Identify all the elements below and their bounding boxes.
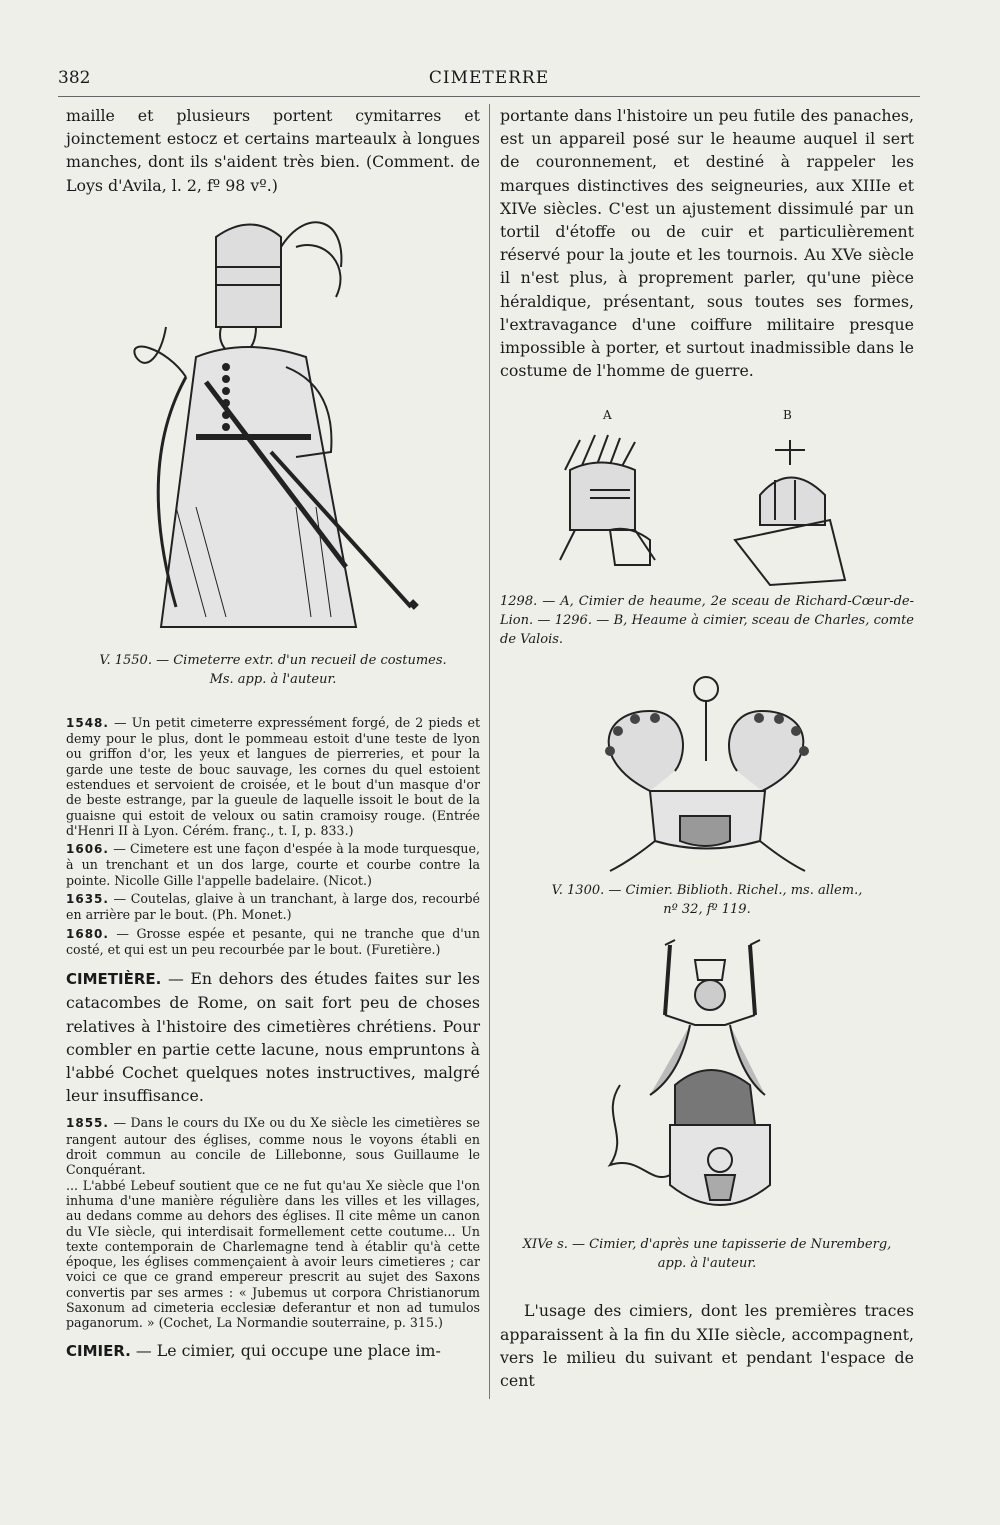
page-header — [58, 68, 920, 92]
figure3-caption-text2: nº 32, fº 119. — [663, 902, 751, 918]
intro-paragraph: maille et plusieurs portent cymitarres et joinctement estocz et certains marteaulx à longues manches, dont ils s'aident très bien. (Comment. de Loys d'Avila, l. 2, fº 98 vº.) — [66, 106, 480, 195]
cimetiere-paragraph — [66, 967, 480, 1107]
entry-year: 1680. — [66, 926, 109, 941]
right-column — [500, 104, 914, 1392]
figure2-labels — [500, 408, 914, 430]
entry-year: 1635. — [66, 892, 109, 907]
figure3-caption-text1: V. 1300. — Cimier. Biblioth. Richel., ms. allem., — [551, 883, 863, 899]
entry-1855-continuation: ... L'abbé Lebeuf soutient que ce ne fut qu'au Xe siècle que l'on inhuma d'une manière régulière dans les villes et les villages, au dedans comme au dehors des églises. Il cite même un canon du VIe siècle, qui interdisait formellement cette coutume... Un texte contemporain de Charlemagne tend à établir qu'à cette époque, les églises commençaient à avoir leurs cimetieres ; car voici ce que ce grand empereur prescrit au sujet des Saxons convertis par ses armes : « Jubemus ut corpora Christianorum Saxonum ad cimeteria ecclesiæ deferantur et non ad tumulos paganorum. » (Cochet, La Normandie souterraine, p. 315.) — [66, 1177, 480, 1331]
figure-label-a: A — [603, 408, 612, 423]
figure1-caption-line1 — [66, 651, 480, 670]
cimier-paragraph-1: portante dans l'histoire un peu futile des panaches, est un appareil posé sur le heaume auquel il sert de couronnement, et destiné à rappeler les marques distinctives des seigneuries, aux XIIIe et XIVe siècles. C'est un ajustement dissimulé par un tortil d'étoffe ou de cuir et particulièrement réservé pour la joute et les tournois. Au XVe siècle il n'est plus, à proprement parler, qu'une pièce héraldique, présentant, sous toutes ses formes, l'extravagance d'une coiffure militaire presque impossible à porter, et surtout inadmissible dans le costume de l'homme de guerre. — [500, 106, 914, 381]
figure3-caption-line2 — [500, 900, 914, 919]
entry-year: 1606. — [66, 842, 109, 857]
figure1-caption-text2: Ms. app. à l'auteur. — [209, 671, 337, 687]
figure4-caption-text1: XIVe s. — Cimier, d'après une tapisserie de Nuremberg, — [522, 1237, 892, 1253]
figure-peacock-crest — [500, 671, 914, 881]
figure3-caption-line1 — [500, 881, 914, 900]
figure-helmets — [500, 430, 914, 590]
entry-text: — Dans le cours du IXe ou du Xe siècle les cimetières se rangent autour des églises, comme nous le voyons établi en droit commun au concile de Lillebonne, sous Guillaume le Conquérant. — [66, 1115, 480, 1178]
figure4-caption-text2: app. à l'auteur. — [657, 1256, 757, 1272]
entry-text: — Coutelas, glaive à un tranchant, à large dos, recourbé en arrière par le bout. (Ph. Monet.) — [66, 891, 480, 923]
entry-1680 — [66, 926, 480, 958]
headword-cimier: CIMIER. — [66, 1341, 131, 1360]
entry-text: — Grosse espée et pesante, qui ne tranche que d'un costé, et qui est un peu recourbée par le bout. (Furetière.) — [66, 925, 480, 957]
cimier-text: — Le cimier, qui occupe une place im- — [135, 1340, 441, 1360]
cimetiere-text: — En dehors des études faites sur les catacombes de Rome, on sait fort peu de choses relatives à l'histoire des cimetières chrétiens. Pour combler en partie cette lacune, nous empruntons à l'abbé Cochet quelques notes instructives, malgré leur insuffisance. — [66, 969, 481, 1106]
entry-1635 — [66, 891, 480, 923]
entry-text: — Un petit cimeterre expressément forgé, de 2 pieds et demy pour le plus, dont le pommeau estoit d'une teste de lyon ou griffon d'or, les yeux et langues de pierreries, et pour la garde une teste de bouc sauvage, les cornes du quel estoient estendues et servoient de croisée, et le bout d'un masque d'or de beste estrange, par la gueule de laquelle issoit le bout de la guaisne qui estoit de veloux ou satin cramoisy rouge. (Entrée d'Henri II à Lyon. Cérém. franç., t. I, p. 833.) — [66, 714, 481, 838]
running-head: CIMETERRE — [428, 68, 550, 88]
column-divider — [489, 104, 490, 1399]
warrior-scimitar-illustration — [66, 207, 480, 647]
cimier-paragraph — [66, 1339, 480, 1363]
entry-1548 — [66, 715, 480, 838]
page-number: 382 — [58, 68, 91, 88]
header-rule — [58, 96, 920, 97]
entry-year: 1548. — [66, 715, 109, 730]
entry-text: — Cimetere est une façon d'espée à la mode turquesque, à un trenchant et un dos large, courte et courbe contre la pointe. Nicolle Gille l'appelle badelaire. (Nicot.) — [66, 841, 480, 888]
figure-nuremberg-crest — [500, 935, 914, 1235]
figure4-caption-line1 — [500, 1235, 914, 1254]
figure-label-b: B — [783, 408, 792, 423]
figure1-caption-line2 — [66, 670, 480, 689]
figure2-caption — [500, 592, 914, 649]
figure1-caption-text1: V. 1550. — Cimeterre extr. d'un recueil de costumes. — [99, 652, 447, 668]
figure2-caption-text: 1298. — A, Cimier de heaume, 2e sceau de Richard-Cœur-de-Lion. — 1296. — B, Heaume à cimier, sceau de Charles, comte de Valois. — [500, 594, 914, 648]
entry-year: 1855. — [66, 1116, 109, 1131]
nuremberg-crest-illustration — [500, 935, 914, 1235]
cimier-paragraph-2: L'usage des cimiers, dont les premières traces apparaissent à la fin du XIIe siècle, accompagnent, vers le milieu du suivant et pendant l'espace de cent — [500, 1301, 914, 1391]
left-column — [66, 104, 480, 1363]
peacock-crest-illustration — [500, 671, 914, 881]
entry-1855 — [66, 1115, 480, 1177]
helmets-illustration — [500, 430, 914, 590]
figure4-caption-line2 — [500, 1254, 914, 1273]
entry-1606 — [66, 841, 480, 888]
headword-cimetiere: CIMETIÈRE. — [66, 970, 162, 989]
figure-scimitar — [66, 207, 480, 647]
